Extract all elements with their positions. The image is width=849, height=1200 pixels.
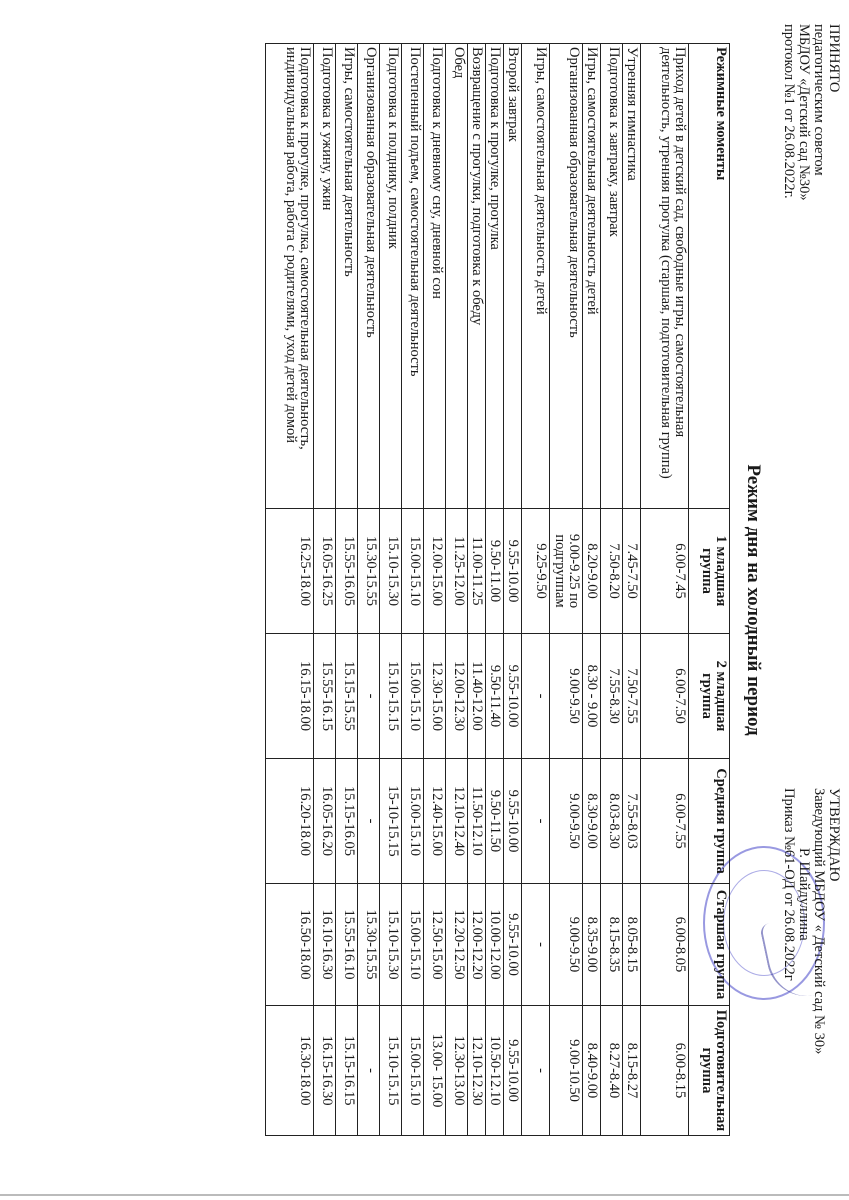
regime-activity-cell: Подготовка к прогулке, прогулка, самостоятельная деятельность, индивидуальная работа, работа с родителями, уход детей домой	[266, 44, 314, 509]
page-title: Режим дня на холодный период	[743, 464, 764, 736]
time-range-cell: 9.50-11.40	[486, 634, 504, 759]
time-range-cell: 16.50-18.00	[266, 884, 314, 1006]
time-range-cell: 6.00-8.05	[641, 884, 689, 1006]
page-edge-line	[0, 1194, 849, 1196]
regime-activity-cell: Организованная образовательная деятельность	[550, 44, 583, 509]
table-row	[522, 44, 550, 1136]
time-range-cell: 9.55-10.00	[504, 759, 522, 884]
time-range-cell: 7.50-8.20	[601, 509, 623, 634]
time-range-cell: 9.00-9.50	[550, 634, 583, 759]
time-range-cell: 16.15-18.00	[266, 634, 314, 759]
time-range-cell: 8.35-9.00	[583, 884, 601, 1006]
header-group-preparatory: Подготовительная группа	[689, 1006, 730, 1136]
time-range-cell: 15.10-15.15	[380, 1006, 402, 1136]
time-range-cell: 16.20-18.00	[266, 759, 314, 884]
table-row	[641, 44, 689, 1136]
time-range-cell: 12.50-15.00	[424, 884, 446, 1006]
approval-block-left	[781, 24, 841, 201]
time-range-cell: 8.30-9.00	[583, 759, 601, 884]
header-group-middle: Средняя группа	[689, 759, 730, 884]
time-range-cell: 11.25-12.00	[446, 509, 468, 634]
head-line: Заведующий МБДОУ « Детский сад № 30»	[811, 788, 827, 1055]
table-header-row	[689, 44, 730, 1136]
time-range-cell: 6.00-7.45	[641, 509, 689, 634]
time-range-cell: 11.40-12.00	[468, 634, 486, 759]
table-row	[358, 44, 380, 1136]
table-row	[468, 44, 486, 1136]
header-group-1-junior: 1 младшая группа	[689, 509, 730, 634]
regime-activity-cell: Второй завтрак	[504, 44, 522, 509]
table-row	[504, 44, 522, 1136]
table-row	[424, 44, 446, 1136]
time-range-cell: 9.00-9.25 по подгруппам	[550, 509, 583, 634]
time-range-cell: 16.15-16.30	[314, 1006, 336, 1136]
time-range-cell: 15.15-16.15	[336, 1006, 358, 1136]
time-range-cell: 11.50-12.10	[468, 759, 486, 884]
table-row	[266, 44, 314, 1136]
time-range-cell: 8.40-9.00	[583, 1006, 601, 1136]
time-range-cell: 9.25-9.50	[522, 509, 550, 634]
regime-activity-cell: Игры, самостоятельная деятельность детей	[583, 44, 601, 509]
time-range-cell: 12.10-12.40	[446, 759, 468, 884]
table-row	[336, 44, 358, 1136]
table-row	[583, 44, 601, 1136]
regime-activity-cell: Подготовка к прогулке, прогулка	[486, 44, 504, 509]
time-range-cell: 9.00-10.50	[550, 1006, 583, 1136]
time-range-cell: 16.30-18.00	[266, 1006, 314, 1136]
table-row	[623, 44, 641, 1136]
time-range-cell: -	[522, 884, 550, 1006]
time-range-cell: 15.30-15.55	[358, 509, 380, 634]
time-range-cell: 15.30-15.55	[358, 884, 380, 1006]
time-range-cell: 10.00-12.00	[486, 884, 504, 1006]
time-range-cell: 8.15-8.35	[601, 884, 623, 1006]
council-line: педагогическим советом	[811, 24, 827, 176]
time-range-cell: 16.10-16.30	[314, 884, 336, 1006]
time-range-cell: 15.10-15.30	[380, 884, 402, 1006]
regime-activity-cell: Подготовка к завтраку, завтрак	[601, 44, 623, 509]
time-range-cell: 9.55-10.00	[504, 884, 522, 1006]
time-range-cell: 7.50-7.55	[623, 634, 641, 759]
header-regime: Режимные моменты	[689, 44, 730, 509]
time-range-cell: 11.00-11.25	[468, 509, 486, 634]
time-range-cell: 15.00-15.10	[402, 884, 424, 1006]
time-range-cell: 9.55-10.00	[504, 634, 522, 759]
time-range-cell: 15-10-15.15	[380, 759, 402, 884]
table-row	[486, 44, 504, 1136]
regime-activity-cell: Утренняя гимнастика	[623, 44, 641, 509]
time-range-cell: -	[522, 759, 550, 884]
time-range-cell: 7.45-7.50	[623, 509, 641, 634]
time-range-cell: 15.00-15.10	[402, 1006, 424, 1136]
time-range-cell: 16.05-16.25	[314, 509, 336, 634]
time-range-cell: 8.30 - 9.00	[583, 634, 601, 759]
time-range-cell: 15.15-16.05	[336, 759, 358, 884]
approval-block-right	[781, 788, 841, 1054]
time-range-cell: -	[358, 759, 380, 884]
accepted-label: ПРИНЯТО	[826, 24, 842, 93]
time-range-cell: 12.30-13.00	[446, 1006, 468, 1136]
time-range-cell: 6.00-7.50	[641, 634, 689, 759]
time-range-cell: 9.00-9.50	[550, 884, 583, 1006]
time-range-cell: 6.00-8.15	[641, 1006, 689, 1136]
regime-activity-cell: Постепенный подъем, самостоятельная деятельность	[402, 44, 424, 509]
time-range-cell: 10.50-12.10	[486, 1006, 504, 1136]
time-range-cell: 8.27-8.40	[601, 1006, 623, 1136]
regime-activity-cell: Подготовка к ужину, ужин	[314, 44, 336, 509]
time-range-cell: 15.55-16.15	[314, 634, 336, 759]
time-range-cell: 15.10-15.30	[380, 509, 402, 634]
time-range-cell: 15.15-15.55	[336, 634, 358, 759]
protocol-line: протокол №1 от 26.08.2022г.	[781, 24, 797, 199]
time-range-cell: 7.55-8.03	[623, 759, 641, 884]
table-row	[402, 44, 424, 1136]
time-range-cell: 13.00- 15.00	[424, 1006, 446, 1136]
time-range-cell: 9.00-9.50	[550, 759, 583, 884]
time-range-cell: -	[358, 1006, 380, 1136]
time-range-cell: 15.00-15.10	[402, 509, 424, 634]
time-range-cell: 15.55-16.10	[336, 884, 358, 1006]
time-range-cell: 9.50-11.00	[486, 509, 504, 634]
head-name-line: Р. Шайдуллина	[796, 848, 812, 941]
regime-activity-cell: Приход детей в детский сад, свободные игры, самостоятельная деятельность, утренняя прогулка (старшая, подготовительная группа)	[641, 44, 689, 509]
time-range-cell: 15.00-15.10	[402, 634, 424, 759]
time-range-cell: -	[522, 634, 550, 759]
time-range-cell: 15.55-16.05	[336, 509, 358, 634]
time-range-cell: 15.10-15.15	[380, 634, 402, 759]
header-group-2-junior: 2 младшая группа	[689, 634, 730, 759]
time-range-cell: 16.25-18.00	[266, 509, 314, 634]
time-range-cell: 7.55-8.30	[601, 634, 623, 759]
table-row	[380, 44, 402, 1136]
time-range-cell: 16.05-16.20	[314, 759, 336, 884]
time-range-cell: 8.03-8.30	[601, 759, 623, 884]
regime-activity-cell: Подготовка к дневному сну, дневной сон	[424, 44, 446, 509]
time-range-cell: 12.00-15.00	[424, 509, 446, 634]
regime-activity-cell: Организованная образовательная деятельность	[358, 44, 380, 509]
table-row	[550, 44, 583, 1136]
order-line: Приказ №61-ОД от 26.08.2022г	[781, 788, 797, 981]
time-range-cell: 12.10-12.30	[468, 1006, 486, 1136]
time-range-cell: 6.00-7.55	[641, 759, 689, 884]
approve-label: УТВЕРЖДАЮ	[826, 788, 842, 882]
table-row	[314, 44, 336, 1136]
regime-activity-cell: Обед	[446, 44, 468, 509]
header-group-senior: Старшая группа	[689, 884, 730, 1006]
regime-activity-cell: Подготовка к полднику, полдник	[380, 44, 402, 509]
time-range-cell: 12.00-12.20	[468, 884, 486, 1006]
time-range-cell: 8.20-9.00	[583, 509, 601, 634]
schedule-table	[265, 43, 730, 1136]
time-range-cell: -	[522, 1006, 550, 1136]
time-range-cell: 12.00-12.30	[446, 634, 468, 759]
time-range-cell: 12.30-15.00	[424, 634, 446, 759]
regime-activity-cell: Возвращение с прогулки, подготовка к обеду	[468, 44, 486, 509]
time-range-cell: 8.15-8.27	[623, 1006, 641, 1136]
time-range-cell: 9.55-10.00	[504, 1006, 522, 1136]
time-range-cell: 15.00-15.10	[402, 759, 424, 884]
regime-activity-cell: Игры, самостоятельная деятельность детей	[522, 44, 550, 509]
table-row	[446, 44, 468, 1136]
institution-line: МБДОУ «Детский сад №30»	[796, 24, 812, 201]
time-range-cell: 12.40-15.00	[424, 759, 446, 884]
time-range-cell: -	[358, 634, 380, 759]
time-range-cell: 8.05-8.15	[623, 884, 641, 1006]
time-range-cell: 9.55-10.00	[504, 509, 522, 634]
time-range-cell: 12.20-12.50	[446, 884, 468, 1006]
table-row	[601, 44, 623, 1136]
regime-activity-cell: Игры, самостоятельная деятельность	[336, 44, 358, 509]
time-range-cell: 9.50-11.50	[486, 759, 504, 884]
